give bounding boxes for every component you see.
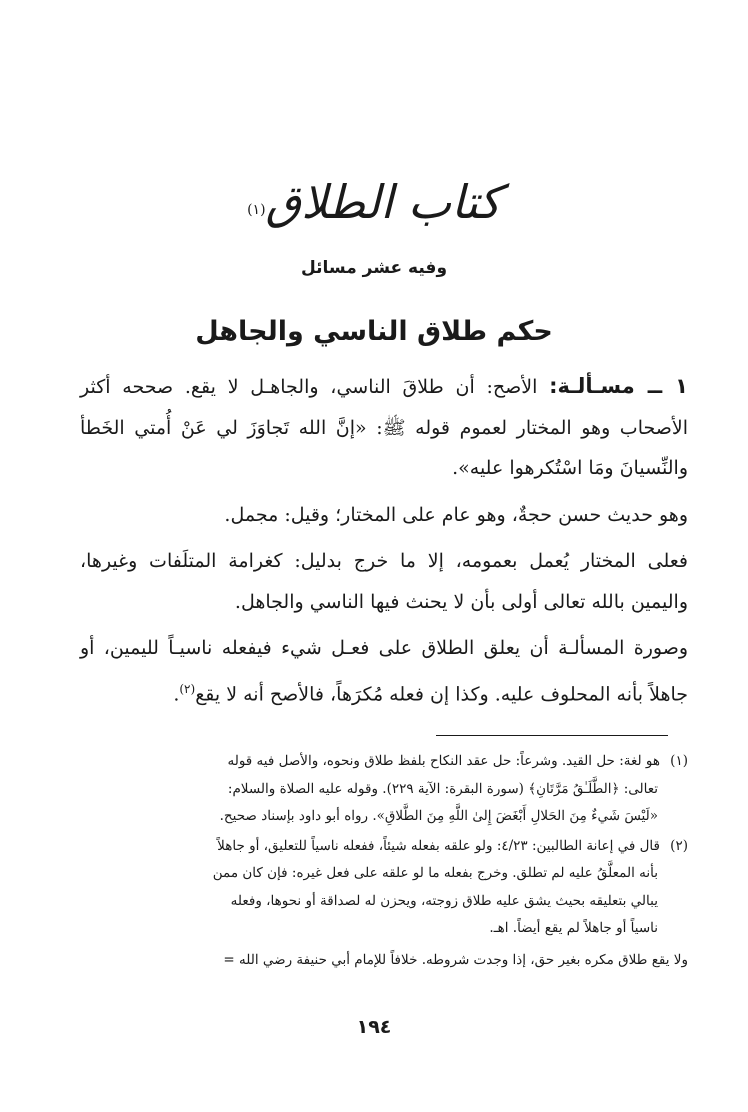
paragraph-4-text: وصورة المسألـة أن يعلق الطلاق على فعـل شيء فيفعله ناسيـاً لليمين، أو جاهلاً بأنه المحلوف عليه. وكذا إن فعله مُكرَهاً، فالأصح أنه لا يقع <box>80 637 688 705</box>
issue-label: ١ ــ مسـألـة: <box>549 374 688 398</box>
footnote-1-line-1 <box>70 748 688 776</box>
footnote-2-line-3: يبالي بتعليقه بحيث يشق عليه طلاق زوجته، ويحزن له لصداقة أو نحوها، وفعله <box>230 892 658 909</box>
footnote-1-number: (١) <box>670 753 688 769</box>
footnote-divider <box>436 735 668 736</box>
paragraph-2: وهو حديث حسن حجةٌ، وهو عام على المختار؛ وقيل: مجمل. <box>224 503 688 526</box>
main-text <box>80 366 688 720</box>
footnote-2-line-1-text: قال في إعانة الطالبين: ٤/٢٣: ولو علقه بفعله شيئاً، ففعله ناسياً للتعليق، أو جاهلاً <box>217 837 660 854</box>
paragraph-4-end: . <box>173 682 180 705</box>
book-subtitle: وفيه عشر مسائل <box>300 258 448 278</box>
book-title-footnote-ref: (١) <box>247 202 266 218</box>
footnote-1 <box>70 748 688 831</box>
footnote-2-line-1 <box>70 833 688 861</box>
footnote-1-line-1-text: هو لغة: حل القيد. وشرعاً: حل عقد النكاح بلفظ طلاق ونحوه، والأصل فيه قوله <box>227 753 660 769</box>
footnote-continuation: ولا يقع طلاق مكره بغير حق، إذا وجدت شروطه. خلافاً للإمام أبي حنيفة رضي الله = <box>223 951 688 968</box>
paragraph-1-text: الأصح: أن طلاقَ الناسي، والجاهـل لا يقع. صححه أكثر الأصحاب وهو المختار لعموم قوله ﷺ: «إنَّ الله تَجاوَزَ لي عَنْ أُمتي الخَطأ والنِّسيانَ ومَا اسْتُكرهوا عليه». <box>80 376 688 479</box>
paragraph-4 <box>80 628 688 714</box>
footnote-2-line-4: ناسياً أو جاهلاً لم يقع أيضاً. اهـ. <box>489 920 658 936</box>
paragraph-3: فعلى المختار يُعمل بعمومه، إلا ما خرج بدليل: كغرامة المتلَفات وغيرها، واليمين بالله تعالى أولى بأن لا يحنث فيها الناسي والجاهل. <box>80 550 688 613</box>
book-title <box>0 172 748 232</box>
section-heading: حكم طلاق الناسي والجاهل <box>195 316 553 347</box>
page-number: ١٩٤ <box>356 1016 392 1038</box>
footnote-ref-2: (٢) <box>179 681 196 696</box>
book-title-text: كتاب الطلاق <box>265 175 501 229</box>
footnote-2-line-2: بأنه المعلَّقُ عليه لم تطلق. وخرج بفعله ما لو علقه على فعل غيره: فإن كان ممن <box>212 865 658 881</box>
footnote-1-line-2: تعالى: ﴿الطَّلَـٰقُ مَرَّتَانِ﴾ (سورة البقرة: الآية ٢٢٩). وقوله عليه الصلاة والسلام: <box>227 780 658 797</box>
footnote-2 <box>70 833 688 943</box>
paragraph-1 <box>80 366 688 489</box>
footnote-2-number: (٢) <box>670 837 688 854</box>
footnotes <box>70 748 688 974</box>
footnote-1-line-3: «لَيْسَ شَيءٌ مِنَ الحَلالِ أَبْغَضَ إِلىٰ اللَّهِ مِنَ الطَّلاقِ». رواه أبو داود بإسناد صحيح. <box>219 808 658 824</box>
